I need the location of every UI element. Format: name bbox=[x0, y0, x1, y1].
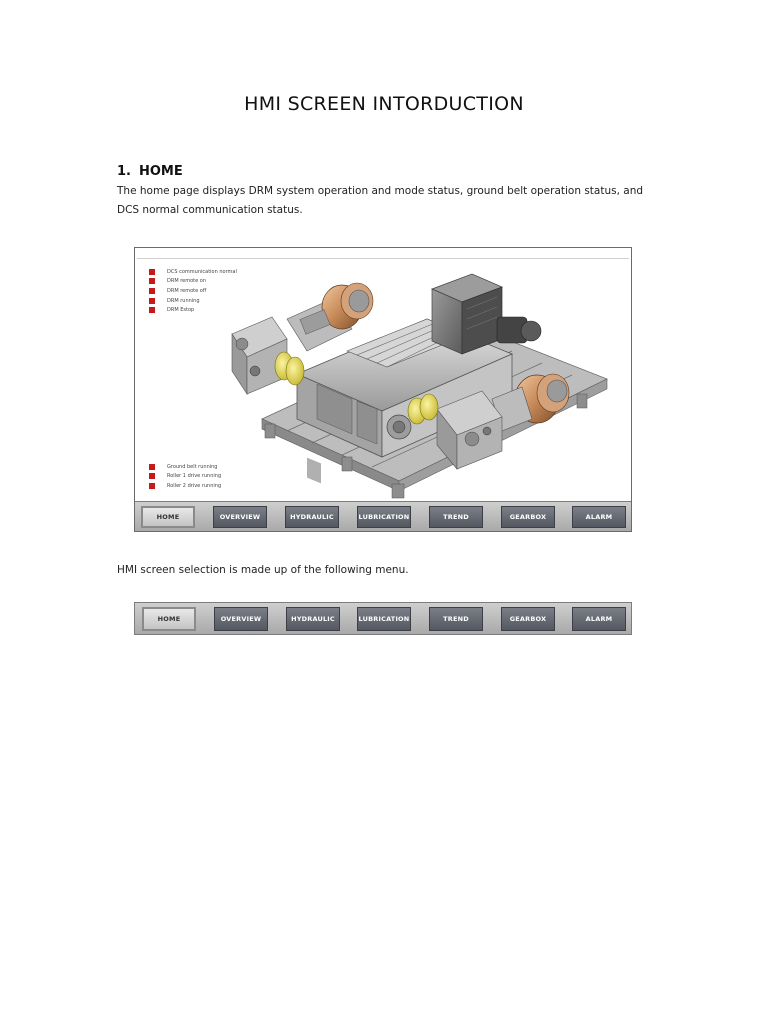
belt-drive-status-list bbox=[149, 462, 221, 491]
menu-caption: HMI screen selection is made up of the following menu. bbox=[117, 564, 409, 576]
status-label: Roller 1 drive running bbox=[167, 473, 222, 480]
status-led-icon bbox=[149, 288, 155, 294]
status-label: DCS communication normal bbox=[167, 268, 237, 275]
status-led-icon bbox=[149, 483, 155, 489]
status-item-remote-off bbox=[149, 286, 237, 296]
hmi-menu-bar bbox=[135, 501, 631, 531]
status-item-ground-belt bbox=[149, 462, 221, 472]
section-heading bbox=[117, 164, 183, 179]
drm-status-list bbox=[149, 267, 237, 315]
status-item-remote-on bbox=[149, 277, 237, 287]
menu-home-button[interactable]: HOME bbox=[142, 607, 196, 631]
status-item-roller1 bbox=[149, 472, 221, 482]
menu-lubrication-button[interactable]: LUBRICATION bbox=[357, 607, 411, 631]
section-title: HOME bbox=[139, 164, 183, 179]
section-intro: The home page displays DRM system operation and mode status, ground belt operation status, and DCS normal communication status. bbox=[117, 185, 644, 216]
menu-overview-button[interactable]: OVERVIEW bbox=[213, 506, 267, 528]
section-number: 1. bbox=[117, 164, 131, 179]
menu-hydraulic-button[interactable]: HYDRAULIC bbox=[286, 607, 340, 631]
menu-gearbox-button[interactable]: GEARBOX bbox=[501, 607, 555, 631]
status-led-icon bbox=[149, 473, 155, 479]
menu-overview-button[interactable]: OVERVIEW bbox=[214, 607, 268, 631]
menu-lubrication-button[interactable]: LUBRICATION bbox=[357, 506, 411, 528]
menu-trend-button[interactable]: TREND bbox=[429, 506, 483, 528]
hmi-home-screenshot bbox=[134, 247, 632, 532]
status-label: DRM remote on bbox=[167, 278, 207, 285]
status-label: DRM Estop bbox=[167, 307, 195, 314]
status-item-estop bbox=[149, 305, 237, 315]
status-label: Ground belt running bbox=[167, 463, 218, 470]
menu-hydraulic-button[interactable]: HYDRAULIC bbox=[285, 506, 339, 528]
status-item-running bbox=[149, 296, 237, 306]
menu-gearbox-button[interactable]: GEARBOX bbox=[501, 506, 555, 528]
status-led-icon bbox=[149, 298, 155, 304]
status-item-roller2 bbox=[149, 481, 221, 491]
status-led-icon bbox=[149, 269, 155, 275]
status-label: Roller 2 drive running bbox=[167, 482, 222, 489]
menu-alarm-button[interactable]: ALARM bbox=[572, 506, 626, 528]
menu-bar-example bbox=[134, 602, 632, 635]
hmi-canvas bbox=[137, 258, 629, 502]
status-led-icon bbox=[149, 278, 155, 284]
status-label: DRM running bbox=[167, 297, 200, 304]
menu-home-button[interactable]: HOME bbox=[141, 506, 195, 528]
status-led-icon bbox=[149, 464, 155, 470]
document-title: HMI SCREEN INTORDUCTION bbox=[244, 93, 524, 115]
menu-alarm-button[interactable]: ALARM bbox=[572, 607, 626, 631]
menu-trend-button[interactable]: TREND bbox=[429, 607, 483, 631]
status-label: DRM remote off bbox=[167, 287, 207, 294]
status-led-icon bbox=[149, 307, 155, 313]
status-item-dcs-comm bbox=[149, 267, 237, 277]
